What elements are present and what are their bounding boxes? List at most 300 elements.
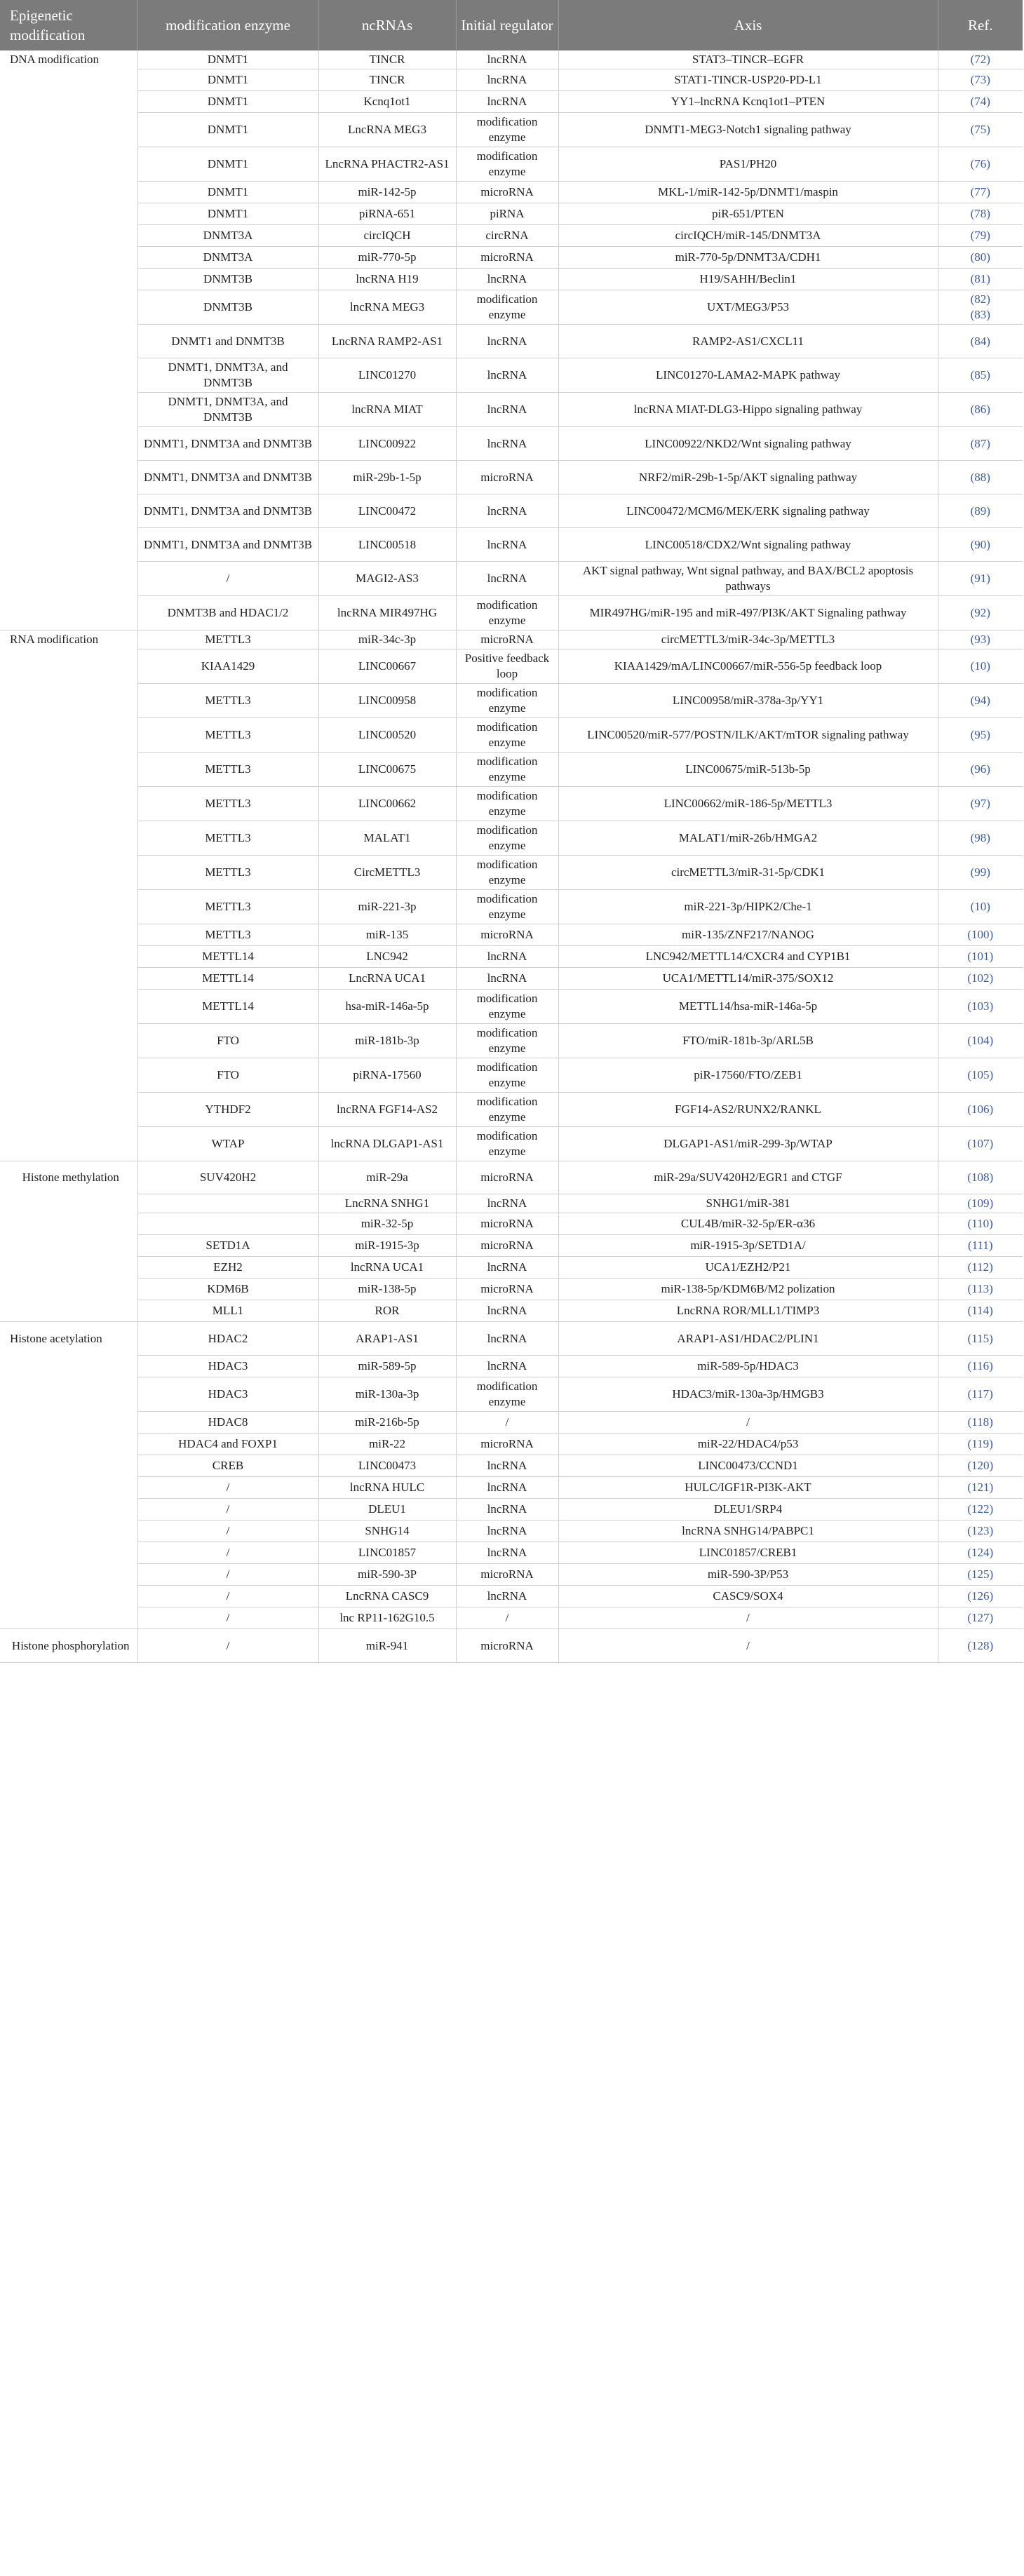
cell-ncrna: lncRNA UCA1 (318, 1257, 456, 1279)
table-row (0, 91, 1023, 113)
cell-ref: (109) (938, 1194, 1023, 1213)
cell-ref: (123) (938, 1520, 1023, 1542)
cell-regulator: lncRNA (456, 946, 558, 968)
table-row (0, 1024, 1023, 1058)
cell-ref: (126) (938, 1586, 1023, 1607)
cell-ref: (84) (938, 325, 1023, 358)
table-row (0, 990, 1023, 1024)
cell-category (0, 753, 137, 787)
cell-enzyme: DNMT1, DNMT3A and DNMT3B (137, 427, 318, 461)
table-row (0, 147, 1023, 182)
table-row (0, 203, 1023, 225)
cell-ncrna: LINC00958 (318, 684, 456, 718)
cell-ref: (74) (938, 91, 1023, 113)
table-row (0, 1300, 1023, 1322)
cell-ref: (98) (938, 821, 1023, 856)
cell-ref: (105) (938, 1058, 1023, 1093)
cell-regulator: lncRNA (456, 427, 558, 461)
cell-ref: (117) (938, 1377, 1023, 1412)
table-row (0, 269, 1023, 290)
cell-axis: H19/SAHH/Beclin1 (558, 269, 938, 290)
cell-regulator: modification enzyme (456, 1127, 558, 1161)
cell-enzyme: METTL3 (137, 684, 318, 718)
cell-ncrna: piRNA-651 (318, 203, 456, 225)
table-row (0, 968, 1023, 990)
cell-ref: (88) (938, 461, 1023, 494)
cell-regulator: modification enzyme (456, 787, 558, 821)
cell-regulator: lncRNA (456, 494, 558, 528)
cell-ncrna: MALAT1 (318, 821, 456, 856)
cell-ncrna: miR-589-5p (318, 1356, 456, 1377)
cell-enzyme: HDAC3 (137, 1377, 318, 1412)
cell-category (0, 1194, 137, 1213)
cell-enzyme: METTL3 (137, 718, 318, 753)
cell-ref: (127) (938, 1607, 1023, 1629)
cell-category: RNA modification (0, 630, 137, 649)
cell-axis: LINC00472/MCM6/MEK/ERK signaling pathway (558, 494, 938, 528)
cell-ncrna: piRNA-17560 (318, 1058, 456, 1093)
table-row (0, 225, 1023, 247)
cell-category (0, 1520, 137, 1542)
cell-category (0, 528, 137, 562)
cell-category (0, 247, 137, 269)
cell-axis: circIQCH/miR-145/DNMT3A (558, 225, 938, 247)
cell-category (0, 203, 137, 225)
cell-enzyme: DNMT3A (137, 247, 318, 269)
cell-axis: STAT3–TINCR–EGFR (558, 50, 938, 69)
table-row (0, 393, 1023, 427)
cell-enzyme: DNMT1 (137, 50, 318, 69)
table-row (0, 1377, 1023, 1412)
cell-enzyme: DNMT1 (137, 203, 318, 225)
table-row (0, 1586, 1023, 1607)
cell-category (0, 113, 137, 147)
cell-ref: (118) (938, 1412, 1023, 1434)
cell-ref: (125) (938, 1564, 1023, 1586)
cell-enzyme: DNMT1 (137, 91, 318, 113)
cell-axis: miR-1915-3p/SETD1A/ (558, 1235, 938, 1257)
cell-category (0, 69, 137, 91)
cell-ref: (121) (938, 1477, 1023, 1499)
cell-category (0, 1564, 137, 1586)
cell-ncrna: miR-1915-3p (318, 1235, 456, 1257)
cell-ncrna: LncRNA RAMP2-AS1 (318, 325, 456, 358)
cell-ncrna: lncRNA MIAT (318, 393, 456, 427)
cell-regulator: lncRNA (456, 1300, 558, 1322)
cell-ref: (112) (938, 1257, 1023, 1279)
cell-regulator: modification enzyme (456, 718, 558, 753)
cell-regulator: microRNA (456, 1564, 558, 1586)
cell-ncrna: hsa-miR-146a-5p (318, 990, 456, 1024)
cell-ncrna: LINC01857 (318, 1542, 456, 1564)
cell-ref: (10) (938, 890, 1023, 924)
cell-ncrna: LncRNA CASC9 (318, 1586, 456, 1607)
cell-enzyme: METTL3 (137, 821, 318, 856)
cell-category (0, 890, 137, 924)
table-row (0, 596, 1023, 630)
cell-axis: LncRNA ROR/MLL1/TIMP3 (558, 1300, 938, 1322)
cell-ncrna: LncRNA UCA1 (318, 968, 456, 990)
cell-ref: (82) (83) (938, 290, 1023, 325)
cell-axis: STAT1-TINCR-USP20-PD-L1 (558, 69, 938, 91)
cell-ncrna: miR-29a (318, 1161, 456, 1194)
cell-ncrna: lncRNA FGF14-AS2 (318, 1093, 456, 1127)
cell-enzyme: / (137, 1586, 318, 1607)
cell-ref: (113) (938, 1279, 1023, 1300)
cell-enzyme: / (137, 1629, 318, 1663)
cell-ref: (86) (938, 393, 1023, 427)
cell-ref: (89) (938, 494, 1023, 528)
cell-regulator: microRNA (456, 1434, 558, 1455)
cell-regulator: modification enzyme (456, 821, 558, 856)
cell-enzyme: METTL3 (137, 924, 318, 946)
cell-regulator: microRNA (456, 1629, 558, 1663)
cell-ncrna: lncRNA DLGAP1-AS1 (318, 1127, 456, 1161)
cell-ref: (128) (938, 1629, 1023, 1663)
cell-enzyme: YTHDF2 (137, 1093, 318, 1127)
cell-enzyme: FTO (137, 1024, 318, 1058)
cell-ncrna: Kcnq1ot1 (318, 91, 456, 113)
cell-ncrna: LINC00472 (318, 494, 456, 528)
cell-category (0, 494, 137, 528)
header-row (0, 0, 1023, 50)
cell-ncrna: circIQCH (318, 225, 456, 247)
table-row (0, 1127, 1023, 1161)
table-row (0, 1322, 1023, 1356)
cell-ncrna: LINC00520 (318, 718, 456, 753)
cell-ncrna: miR-216b-5p (318, 1412, 456, 1434)
cell-axis: LINC01270-LAMA2-MAPK pathway (558, 358, 938, 393)
cell-axis: RAMP2-AS1/CXCL11 (558, 325, 938, 358)
cell-ncrna: LINC01270 (318, 358, 456, 393)
cell-enzyme: HDAC3 (137, 1356, 318, 1377)
cell-enzyme: DNMT3B (137, 290, 318, 325)
cell-ncrna: LINC00667 (318, 649, 456, 684)
cell-ref: (122) (938, 1499, 1023, 1520)
table-row (0, 290, 1023, 325)
cell-ref: (78) (938, 203, 1023, 225)
table-row (0, 1499, 1023, 1520)
cell-ref: (97) (938, 787, 1023, 821)
cell-regulator: modification enzyme (456, 856, 558, 890)
cell-regulator: microRNA (456, 1279, 558, 1300)
header-regulator: Initial regulator (456, 0, 558, 50)
cell-regulator: lncRNA (456, 1542, 558, 1564)
cell-category (0, 821, 137, 856)
cell-ref: (111) (938, 1235, 1023, 1257)
cell-ref: (81) (938, 269, 1023, 290)
cell-ref: (91) (938, 562, 1023, 596)
cell-ncrna: LINC00473 (318, 1455, 456, 1477)
table-row (0, 630, 1023, 649)
cell-regulator: lncRNA (456, 393, 558, 427)
table-row (0, 461, 1023, 494)
cell-axis: lncRNA MIAT-DLG3-Hippo signaling pathway (558, 393, 938, 427)
cell-ncrna: SNHG14 (318, 1520, 456, 1542)
table-row (0, 562, 1023, 596)
cell-enzyme: HDAC2 (137, 1322, 318, 1356)
cell-enzyme: DNMT3B and HDAC1/2 (137, 596, 318, 630)
cell-category (0, 1235, 137, 1257)
cell-ref: (10) (938, 649, 1023, 684)
cell-category (0, 787, 137, 821)
cell-axis: miR-589-5p/HDAC3 (558, 1356, 938, 1377)
cell-enzyme: METTL3 (137, 856, 318, 890)
cell-regulator: modification enzyme (456, 596, 558, 630)
cell-axis: PAS1/PH20 (558, 147, 938, 182)
cell-ncrna: lnc RP11-162G10.5 (318, 1607, 456, 1629)
cell-regulator: modification enzyme (456, 1058, 558, 1093)
cell-axis: NRF2/miR-29b-1-5p/AKT signaling pathway (558, 461, 938, 494)
cell-ncrna: miR-590-3P (318, 1564, 456, 1586)
table-row (0, 325, 1023, 358)
cell-regulator: lncRNA (456, 1499, 558, 1520)
header-axis: Axis (558, 0, 938, 50)
table-row (0, 821, 1023, 856)
cell-enzyme: KIAA1429 (137, 649, 318, 684)
table-row (0, 1356, 1023, 1377)
table-row (0, 890, 1023, 924)
cell-regulator: modification enzyme (456, 290, 558, 325)
table-row (0, 182, 1023, 203)
cell-regulator: modification enzyme (456, 890, 558, 924)
cell-axis: MALAT1/miR-26b/HMGA2 (558, 821, 938, 856)
table-row (0, 247, 1023, 269)
cell-axis: DLGAP1-AS1/miR-299-3p/WTAP (558, 1127, 938, 1161)
cell-regulator: microRNA (456, 1161, 558, 1194)
cell-category (0, 325, 137, 358)
cell-category (0, 1058, 137, 1093)
cell-ref: (100) (938, 924, 1023, 946)
cell-ref: (85) (938, 358, 1023, 393)
cell-regulator: lncRNA (456, 1322, 558, 1356)
cell-regulator: microRNA (456, 924, 558, 946)
cell-regulator: lncRNA (456, 358, 558, 393)
cell-regulator: microRNA (456, 461, 558, 494)
cell-enzyme: / (137, 1542, 318, 1564)
cell-category (0, 649, 137, 684)
cell-ncrna: miR-29b-1-5p (318, 461, 456, 494)
cell-axis: SNHG1/miR-381 (558, 1194, 938, 1213)
cell-category (0, 946, 137, 968)
cell-ncrna: miR-34c-3p (318, 630, 456, 649)
cell-ref: (90) (938, 528, 1023, 562)
cell-category (0, 182, 137, 203)
cell-regulator: lncRNA (456, 1586, 558, 1607)
cell-ncrna: miR-138-5p (318, 1279, 456, 1300)
cell-category (0, 1213, 137, 1235)
cell-category (0, 1093, 137, 1127)
table-row (0, 427, 1023, 461)
table-row (0, 1629, 1023, 1663)
cell-category (0, 1434, 137, 1455)
table-row (0, 946, 1023, 968)
cell-enzyme: METTL14 (137, 968, 318, 990)
cell-enzyme: METTL3 (137, 753, 318, 787)
cell-enzyme: DNMT1, DNMT3A, and DNMT3B (137, 358, 318, 393)
cell-regulator: lncRNA (456, 1455, 558, 1477)
cell-ncrna: miR-941 (318, 1629, 456, 1663)
cell-category (0, 1607, 137, 1629)
cell-category (0, 718, 137, 753)
cell-category: DNA modification (0, 50, 137, 69)
cell-ncrna: LINC00922 (318, 427, 456, 461)
cell-regulator: lncRNA (456, 562, 558, 596)
cell-enzyme: / (137, 1564, 318, 1586)
cell-ncrna: LINC00518 (318, 528, 456, 562)
cell-axis: ARAP1-AS1/HDAC2/PLIN1 (558, 1322, 938, 1356)
header-ncrna: ncRNAs (318, 0, 456, 50)
cell-regulator: modification enzyme (456, 684, 558, 718)
cell-ref: (93) (938, 630, 1023, 649)
cell-category (0, 1499, 137, 1520)
cell-category (0, 1300, 137, 1322)
table-row (0, 1235, 1023, 1257)
cell-ref: (108) (938, 1161, 1023, 1194)
cell-enzyme: DNMT1 (137, 147, 318, 182)
cell-regulator: lncRNA (456, 1520, 558, 1542)
cell-axis: CUL4B/miR-32-5p/ER-α36 (558, 1213, 938, 1235)
cell-category (0, 924, 137, 946)
cell-regulator: lncRNA (456, 325, 558, 358)
cell-regulator: lncRNA (456, 1194, 558, 1213)
cell-regulator: piRNA (456, 203, 558, 225)
cell-category: Histone methylation (0, 1161, 137, 1194)
cell-category (0, 968, 137, 990)
cell-ref: (75) (938, 113, 1023, 147)
cell-axis: piR-651/PTEN (558, 203, 938, 225)
cell-ref: (99) (938, 856, 1023, 890)
cell-axis: UCA1/EZH2/P21 (558, 1257, 938, 1279)
cell-enzyme: DNMT3B (137, 269, 318, 290)
cell-regulator: microRNA (456, 630, 558, 649)
table-row (0, 753, 1023, 787)
cell-regulator: modification enzyme (456, 1024, 558, 1058)
cell-category (0, 1542, 137, 1564)
cell-ref: (87) (938, 427, 1023, 461)
table-row (0, 113, 1023, 147)
cell-axis: lncRNA SNHG14/PABPC1 (558, 1520, 938, 1542)
cell-axis: MIR497HG/miR-195 and miR-497/PI3K/AKT Signaling pathway (558, 596, 938, 630)
cell-enzyme (137, 1213, 318, 1235)
cell-category (0, 562, 137, 596)
table-row (0, 1194, 1023, 1213)
cell-category (0, 290, 137, 325)
table-row (0, 1455, 1023, 1477)
cell-ncrna: lncRNA HULC (318, 1477, 456, 1499)
cell-axis: DNMT1-MEG3-Notch1 signaling pathway (558, 113, 938, 147)
cell-ref: (102) (938, 968, 1023, 990)
cell-ref: (114) (938, 1300, 1023, 1322)
cell-enzyme: DNMT1 (137, 182, 318, 203)
cell-ref: (79) (938, 225, 1023, 247)
table-row (0, 718, 1023, 753)
cell-category (0, 1279, 137, 1300)
cell-ncrna: LncRNA PHACTR2-AS1 (318, 147, 456, 182)
cell-axis: LINC00473/CCND1 (558, 1455, 938, 1477)
table-row (0, 1257, 1023, 1279)
cell-ref: (95) (938, 718, 1023, 753)
cell-enzyme: METTL14 (137, 946, 318, 968)
cell-ref: (119) (938, 1434, 1023, 1455)
cell-ncrna: miR-181b-3p (318, 1024, 456, 1058)
table-row (0, 1093, 1023, 1127)
cell-regulator: modification enzyme (456, 113, 558, 147)
cell-ncrna: LncRNA MEG3 (318, 113, 456, 147)
cell-ref: (94) (938, 684, 1023, 718)
cell-axis: CASC9/SOX4 (558, 1586, 938, 1607)
cell-ncrna: ARAP1-AS1 (318, 1322, 456, 1356)
cell-axis: miR-29a/SUV420H2/EGR1 and CTGF (558, 1161, 938, 1194)
cell-enzyme: / (137, 562, 318, 596)
cell-enzyme: METTL3 (137, 630, 318, 649)
cell-ref: (106) (938, 1093, 1023, 1127)
cell-enzyme: / (137, 1477, 318, 1499)
table-row (0, 1161, 1023, 1194)
cell-axis: LINC00662/miR-186-5p/METTL3 (558, 787, 938, 821)
cell-regulator: modification enzyme (456, 753, 558, 787)
table-body (0, 50, 1023, 1663)
cell-axis: LINC00518/CDX2/Wnt signaling pathway (558, 528, 938, 562)
cell-enzyme: HDAC8 (137, 1412, 318, 1434)
cell-ref: (101) (938, 946, 1023, 968)
cell-category (0, 1257, 137, 1279)
cell-axis: miR-590-3P/P53 (558, 1564, 938, 1586)
cell-ncrna: LncRNA SNHG1 (318, 1194, 456, 1213)
cell-ncrna: TINCR (318, 69, 456, 91)
table-row (0, 50, 1023, 69)
table-row (0, 1542, 1023, 1564)
table-row (0, 494, 1023, 528)
cell-ncrna: miR-130a-3p (318, 1377, 456, 1412)
cell-ncrna: LNC942 (318, 946, 456, 968)
cell-ncrna: miR-22 (318, 1434, 456, 1455)
cell-category: Histone acetylation (0, 1322, 137, 1356)
table-row (0, 69, 1023, 91)
cell-category (0, 427, 137, 461)
cell-ref: (103) (938, 990, 1023, 1024)
table-row (0, 684, 1023, 718)
cell-axis: circMETTL3/miR-34c-3p/METTL3 (558, 630, 938, 649)
table-row (0, 649, 1023, 684)
cell-enzyme: EZH2 (137, 1257, 318, 1279)
cell-axis: UCA1/METTL14/miR-375/SOX12 (558, 968, 938, 990)
cell-category (0, 91, 137, 113)
cell-category (0, 461, 137, 494)
cell-category (0, 596, 137, 630)
cell-enzyme: SETD1A (137, 1235, 318, 1257)
cell-regulator: modification enzyme (456, 1377, 558, 1412)
cell-axis: FTO/miR-181b-3p/ARL5B (558, 1024, 938, 1058)
table-row (0, 1412, 1023, 1434)
cell-enzyme: METTL3 (137, 787, 318, 821)
cell-axis: LNC942/METTL14/CXCR4 and CYP1B1 (558, 946, 938, 968)
cell-axis: UXT/MEG3/P53 (558, 290, 938, 325)
cell-axis: miR-770-5p/DNMT3A/CDH1 (558, 247, 938, 269)
cell-axis: LINC00922/NKD2/Wnt signaling pathway (558, 427, 938, 461)
cell-ncrna: lncRNA MIR497HG (318, 596, 456, 630)
cell-ref: (120) (938, 1455, 1023, 1477)
table-row (0, 856, 1023, 890)
cell-ref: (92) (938, 596, 1023, 630)
cell-enzyme: HDAC4 and FOXP1 (137, 1434, 318, 1455)
cell-ref: (73) (938, 69, 1023, 91)
cell-category (0, 393, 137, 427)
cell-axis: DLEU1/SRP4 (558, 1499, 938, 1520)
cell-ncrna: ROR (318, 1300, 456, 1322)
cell-enzyme: DNMT1 (137, 113, 318, 147)
cell-ncrna: miR-135 (318, 924, 456, 946)
